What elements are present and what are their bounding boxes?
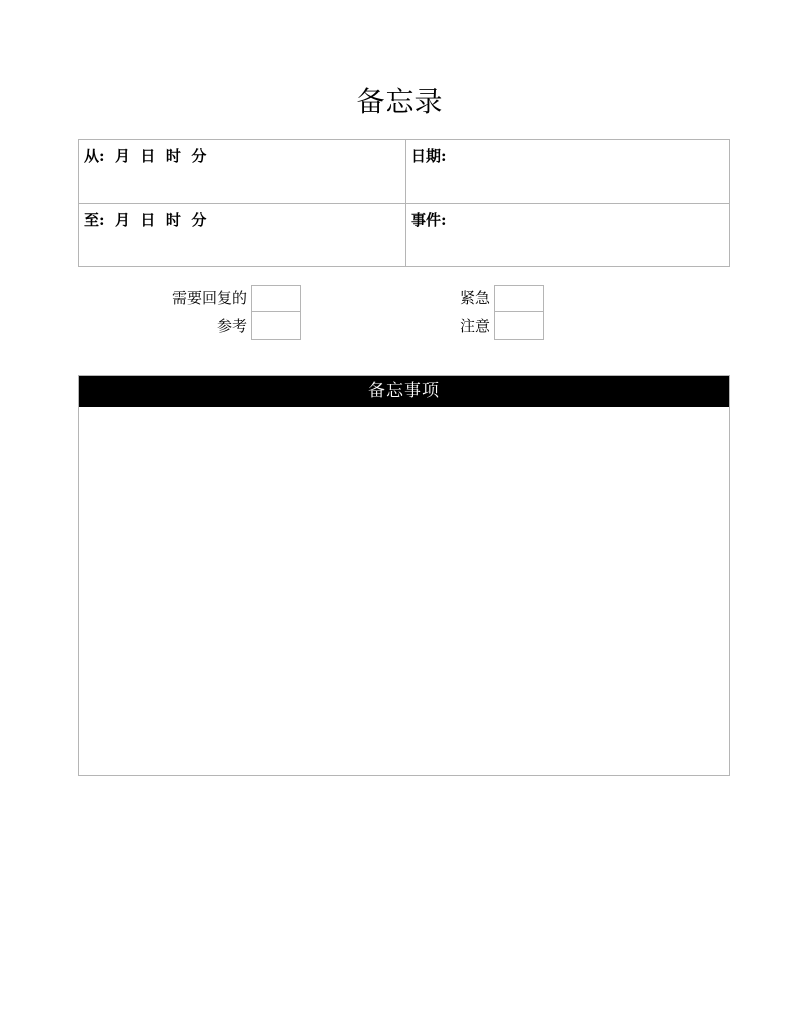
urgent-checkbox[interactable] xyxy=(494,285,544,312)
from-field[interactable] xyxy=(79,140,405,203)
attention-label: 注意 xyxy=(459,317,490,335)
memo-info-table xyxy=(78,139,730,267)
attention-checkbox[interactable] xyxy=(494,312,544,340)
attention-row xyxy=(440,312,544,340)
reference-row xyxy=(150,312,301,340)
date-label: 日期: xyxy=(411,147,447,165)
reply-needed-checkbox[interactable] xyxy=(251,285,301,312)
reference-label: 参考 xyxy=(216,317,247,335)
notes-header: 备忘事项 xyxy=(79,376,729,407)
notes-body-field[interactable] xyxy=(79,407,729,775)
reply-needed-row xyxy=(150,284,301,312)
to-label: 至: 月 日 时 分 xyxy=(84,211,207,229)
checkbox-group-right xyxy=(440,284,544,340)
urgent-label: 紧急 xyxy=(459,289,490,307)
page-title: 备忘录 xyxy=(356,85,444,118)
to-field[interactable] xyxy=(79,203,405,266)
checkbox-group-left xyxy=(150,284,301,340)
date-field[interactable] xyxy=(405,140,729,203)
from-label: 从: 月 日 时 分 xyxy=(84,147,207,165)
reference-checkbox[interactable] xyxy=(251,312,301,340)
urgent-row xyxy=(440,284,544,312)
event-field[interactable] xyxy=(405,203,729,266)
reply-needed-label: 需要回复的 xyxy=(171,289,247,307)
notes-section xyxy=(78,375,730,776)
event-label: 事件: xyxy=(411,211,447,229)
